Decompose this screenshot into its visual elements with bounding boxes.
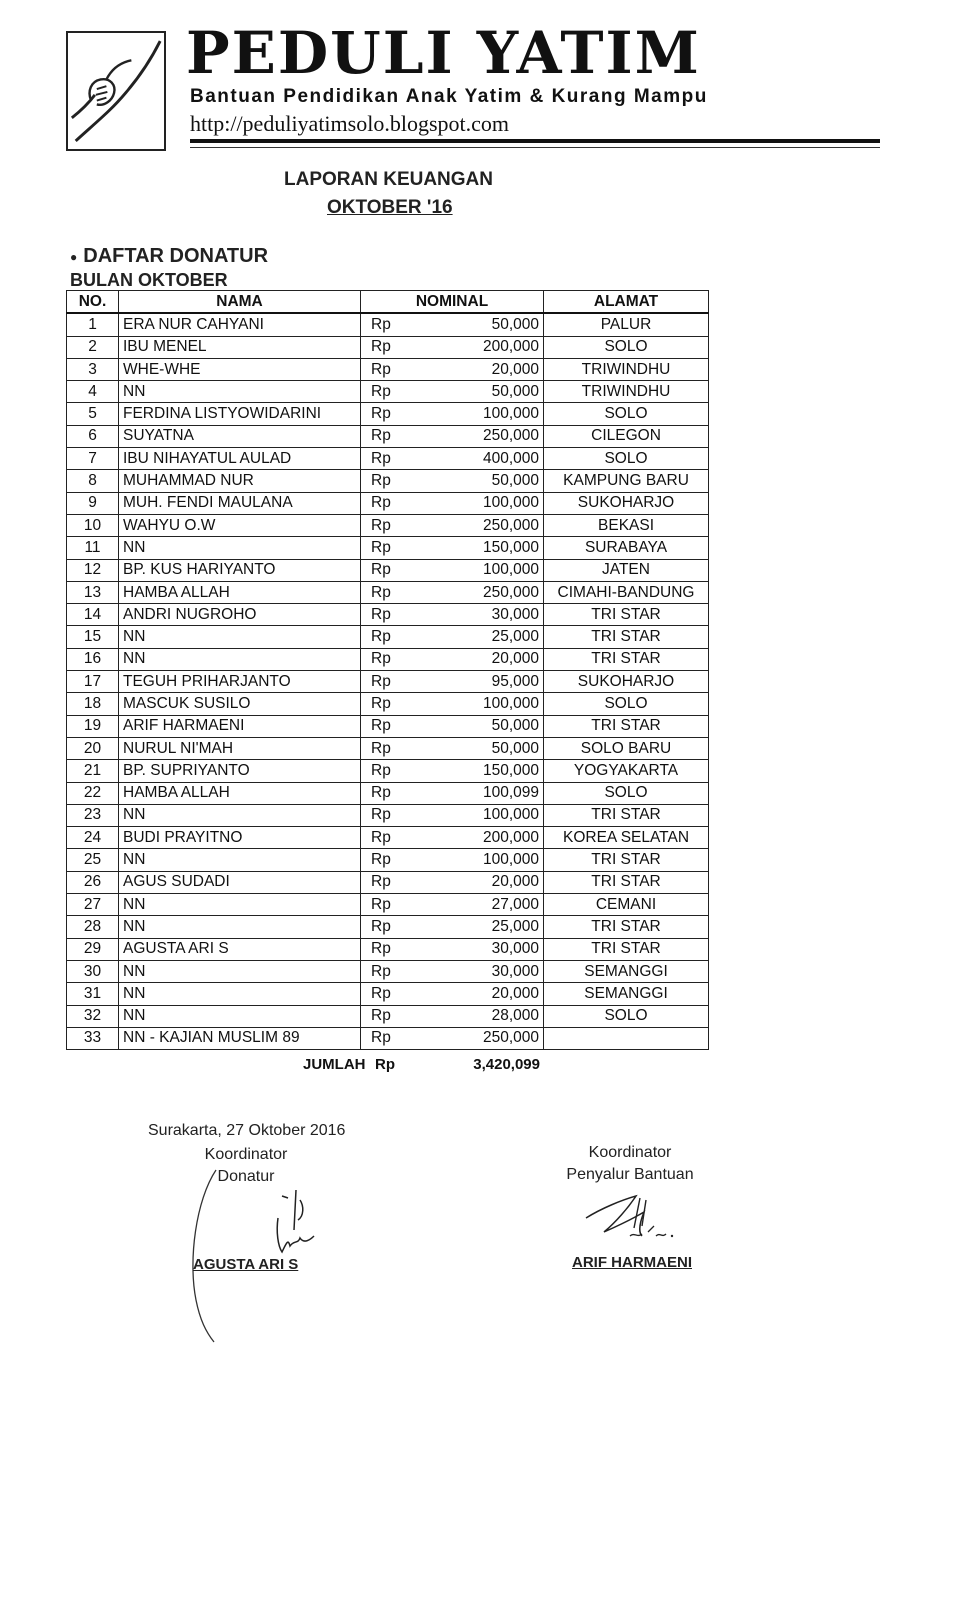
row-number: 17 [67,671,119,693]
row-number: 29 [67,938,119,960]
currency: Rp [361,381,416,403]
row-number: 28 [67,916,119,938]
table-row [67,537,709,559]
donor-address: TRI STAR [544,626,709,648]
row-number: 21 [67,760,119,782]
donation-amount: 100,000 [416,693,544,715]
donor-address: SUKOHARJO [544,492,709,514]
table-row [67,938,709,960]
donor-address: TRI STAR [544,648,709,670]
donor-address: TRI STAR [544,849,709,871]
currency: Rp [361,715,416,737]
donation-amount: 200,000 [416,336,544,358]
col-header-no: NO. [67,291,119,314]
currency: Rp [361,492,416,514]
table-row [67,559,709,581]
donor-address: TRI STAR [544,804,709,826]
donation-amount: 50,000 [416,737,544,759]
row-number: 10 [67,514,119,536]
donation-amount: 30,000 [416,604,544,626]
col-header-name: NAMA [119,291,361,314]
total-amount: 3,420,099 [473,1056,540,1073]
donation-amount: 100,000 [416,849,544,871]
donor-address: TRI STAR [544,871,709,893]
table-row [67,604,709,626]
donor-address: PALUR [544,313,709,336]
donor-name: IBU MENEL [119,336,361,358]
donation-amount: 250,000 [416,514,544,536]
donor-name: NN [119,381,361,403]
table-row [67,871,709,893]
donor-address: JATEN [544,559,709,581]
donor-name: NN [119,894,361,916]
row-number: 7 [67,448,119,470]
row-number: 12 [67,559,119,581]
report-title: LAPORAN KEUANGAN [284,169,493,190]
donation-amount: 30,000 [416,938,544,960]
donation-amount: 250,000 [416,1027,544,1049]
currency: Rp [361,737,416,759]
donor-address: YOGYAKARTA [544,760,709,782]
currency: Rp [361,804,416,826]
row-number: 26 [67,871,119,893]
donor-name: MASCUK SUSILO [119,693,361,715]
donor-address: SURABAYA [544,537,709,559]
donor-address: CIMAHI-BANDUNG [544,581,709,603]
currency: Rp [361,514,416,536]
right-signer-name: ARIF HARMAENI [572,1254,692,1271]
donor-name: NN [119,960,361,982]
helping-hands-icon [68,33,164,149]
table-row [67,693,709,715]
table-row [67,737,709,759]
donor-name: BP. KUS HARIYANTO [119,559,361,581]
donor-address: SOLO [544,336,709,358]
donor-name: HAMBA ALLAH [119,782,361,804]
currency: Rp [361,916,416,938]
table-row [67,403,709,425]
donor-address: SEMANGGI [544,983,709,1005]
row-number: 30 [67,960,119,982]
currency: Rp [361,760,416,782]
donation-amount: 28,000 [416,1005,544,1027]
currency: Rp [361,827,416,849]
donation-amount: 25,000 [416,626,544,648]
col-header-nominal: NOMINAL [361,291,544,314]
table-row [67,381,709,403]
org-name: PEDULI YATIM [186,19,701,87]
donor-address: SOLO BARU [544,737,709,759]
donation-amount: 50,000 [416,381,544,403]
table-row [67,514,709,536]
table-row [67,425,709,447]
donation-amount: 100,000 [416,804,544,826]
right-signature [582,1188,692,1248]
donor-address: TRI STAR [544,938,709,960]
table-body [67,313,709,1049]
donor-address: TRI STAR [544,604,709,626]
row-number: 33 [67,1027,119,1049]
table-row [67,1005,709,1027]
currency: Rp [361,403,416,425]
donor-address: BEKASI [544,514,709,536]
row-number: 15 [67,626,119,648]
row-number: 24 [67,827,119,849]
row-number: 4 [67,381,119,403]
currency: Rp [361,849,416,871]
donor-name: NN [119,1005,361,1027]
donor-name: NURUL NI'MAH [119,737,361,759]
donor-name: AGUSTA ARI S [119,938,361,960]
row-number: 27 [67,894,119,916]
donor-name: ANDRI NUGROHO [119,604,361,626]
left-role-line2: Donatur [217,1168,275,1185]
row-number: 16 [67,648,119,670]
table-row [67,782,709,804]
row-number: 2 [67,336,119,358]
donation-amount: 20,000 [416,648,544,670]
donation-amount: 20,000 [416,983,544,1005]
donor-name: HAMBA ALLAH [119,581,361,603]
currency: Rp [361,648,416,670]
org-tagline: Bantuan Pendidikan Anak Yatim & Kurang Mampu [190,86,708,107]
donor-name: BP. SUPRIYANTO [119,760,361,782]
donor-name: WHE-WHE [119,358,361,380]
donor-name: WAHYU O.W [119,514,361,536]
section-title-text: DAFTAR DONATUR [83,245,269,267]
table-row [67,336,709,358]
donor-address: TRI STAR [544,715,709,737]
currency: Rp [361,448,416,470]
donor-address [544,1027,709,1049]
donor-name: NN [119,849,361,871]
table-row [67,581,709,603]
table-row [67,648,709,670]
donor-address: SOLO [544,403,709,425]
donor-address: SOLO [544,1005,709,1027]
donor-name: NN [119,983,361,1005]
donor-name: FERDINA LISTYOWIDARINI [119,403,361,425]
donor-name: IBU NIHAYATUL AULAD [119,448,361,470]
section-subtitle: BULAN OKTOBER [70,270,228,290]
row-number: 13 [67,581,119,603]
left-role-line1: Koordinator [204,1146,288,1163]
currency: Rp [361,537,416,559]
donor-address: KOREA SELATAN [544,827,709,849]
left-signer-name: AGUSTA ARI S [193,1256,299,1273]
table-row [67,849,709,871]
currency: Rp [361,1005,416,1027]
donor-name: NN [119,626,361,648]
donation-amount: 150,000 [416,537,544,559]
row-number: 8 [67,470,119,492]
row-number: 25 [67,849,119,871]
donor-name: BUDI PRAYITNO [119,827,361,849]
logo [66,31,166,151]
row-number: 6 [67,425,119,447]
row-number: 1 [67,313,119,336]
currency: Rp [361,871,416,893]
currency: Rp [361,671,416,693]
header-rule-thick [190,139,880,143]
donor-address: SUKOHARJO [544,671,709,693]
donor-address: CEMANI [544,894,709,916]
total-currency: Rp [375,1056,395,1073]
donation-amount: 50,000 [416,470,544,492]
currency: Rp [361,358,416,380]
donation-amount: 50,000 [416,313,544,336]
donor-address: SOLO [544,448,709,470]
donation-amount: 400,000 [416,448,544,470]
place-date: Surakarta, 27 Oktober 2016 [148,1122,346,1139]
donor-name: ARIF HARMAENI [119,715,361,737]
row-number: 14 [67,604,119,626]
currency: Rp [361,894,416,916]
currency: Rp [361,559,416,581]
section-title [70,245,268,268]
row-number: 19 [67,715,119,737]
currency: Rp [361,581,416,603]
donation-amount: 20,000 [416,358,544,380]
row-number: 23 [67,804,119,826]
currency: Rp [361,336,416,358]
currency: Rp [361,938,416,960]
table-row [67,671,709,693]
currency: Rp [361,693,416,715]
currency: Rp [361,960,416,982]
total-row [66,1054,708,1076]
table-row [67,983,709,1005]
row-number: 5 [67,403,119,425]
donor-name: MUH. FENDI MAULANA [119,492,361,514]
donor-address: TRIWINDHU [544,381,709,403]
bullet-icon: ● [70,249,78,264]
donor-address: CILEGON [544,425,709,447]
donation-amount: 100,000 [416,403,544,425]
right-signer-role [560,1142,700,1186]
row-number: 22 [67,782,119,804]
donation-amount: 250,000 [416,581,544,603]
row-number: 3 [67,358,119,380]
donation-amount: 30,000 [416,960,544,982]
donor-address: TRI STAR [544,916,709,938]
row-number: 32 [67,1005,119,1027]
donor-address: TRIWINDHU [544,358,709,380]
currency: Rp [361,604,416,626]
right-role-line2: Penyalur Bantuan [566,1166,694,1183]
donor-name: MUHAMMAD NUR [119,470,361,492]
donation-amount: 27,000 [416,894,544,916]
table-row [67,448,709,470]
donor-address: SOLO [544,693,709,715]
donation-amount: 100,099 [416,782,544,804]
donor-name: NN - KAJIAN MUSLIM 89 [119,1027,361,1049]
currency: Rp [361,782,416,804]
table-header-row [67,291,709,314]
table-row [67,313,709,336]
row-number: 31 [67,983,119,1005]
table-row [67,358,709,380]
donation-amount: 20,000 [416,871,544,893]
donor-name: ERA NUR CAHYANI [119,313,361,336]
donor-name: TEGUH PRIHARJANTO [119,671,361,693]
org-url[interactable]: http://peduliyatimsolo.blogspot.com [190,111,509,136]
currency: Rp [361,983,416,1005]
currency: Rp [361,626,416,648]
table-row [67,492,709,514]
donation-amount: 25,000 [416,916,544,938]
donor-name: SUYATNA [119,425,361,447]
donor-address: SEMANGGI [544,960,709,982]
donation-amount: 100,000 [416,492,544,514]
currency: Rp [361,470,416,492]
report-period: OKTOBER '16 [327,197,453,218]
col-header-address: ALAMAT [544,291,709,314]
currency: Rp [361,425,416,447]
row-number: 18 [67,693,119,715]
table-row [67,804,709,826]
table-row [67,1027,709,1049]
donation-amount: 50,000 [416,715,544,737]
header-rule-thin [190,147,880,148]
donor-name: AGUS SUDADI [119,871,361,893]
table-row [67,916,709,938]
currency: Rp [361,1027,416,1049]
row-number: 9 [67,492,119,514]
right-role-line1: Koordinator [588,1144,672,1161]
table-row [67,827,709,849]
left-signature [186,1160,336,1350]
table-row [67,960,709,982]
table-row [67,626,709,648]
table-row [67,760,709,782]
table-row [67,470,709,492]
row-number: 20 [67,737,119,759]
currency: Rp [361,313,416,336]
donor-name: NN [119,537,361,559]
table-row [67,894,709,916]
donor-address: KAMPUNG BARU [544,470,709,492]
donation-amount: 100,000 [416,559,544,581]
donor-name: NN [119,648,361,670]
donation-amount: 150,000 [416,760,544,782]
donor-table [66,290,709,1050]
total-label: JUMLAH [303,1056,366,1073]
donor-name: NN [119,916,361,938]
donor-address: SOLO [544,782,709,804]
donation-amount: 200,000 [416,827,544,849]
row-number: 11 [67,537,119,559]
donation-amount: 250,000 [416,425,544,447]
donation-amount: 95,000 [416,671,544,693]
donor-name: NN [119,804,361,826]
table-row [67,715,709,737]
